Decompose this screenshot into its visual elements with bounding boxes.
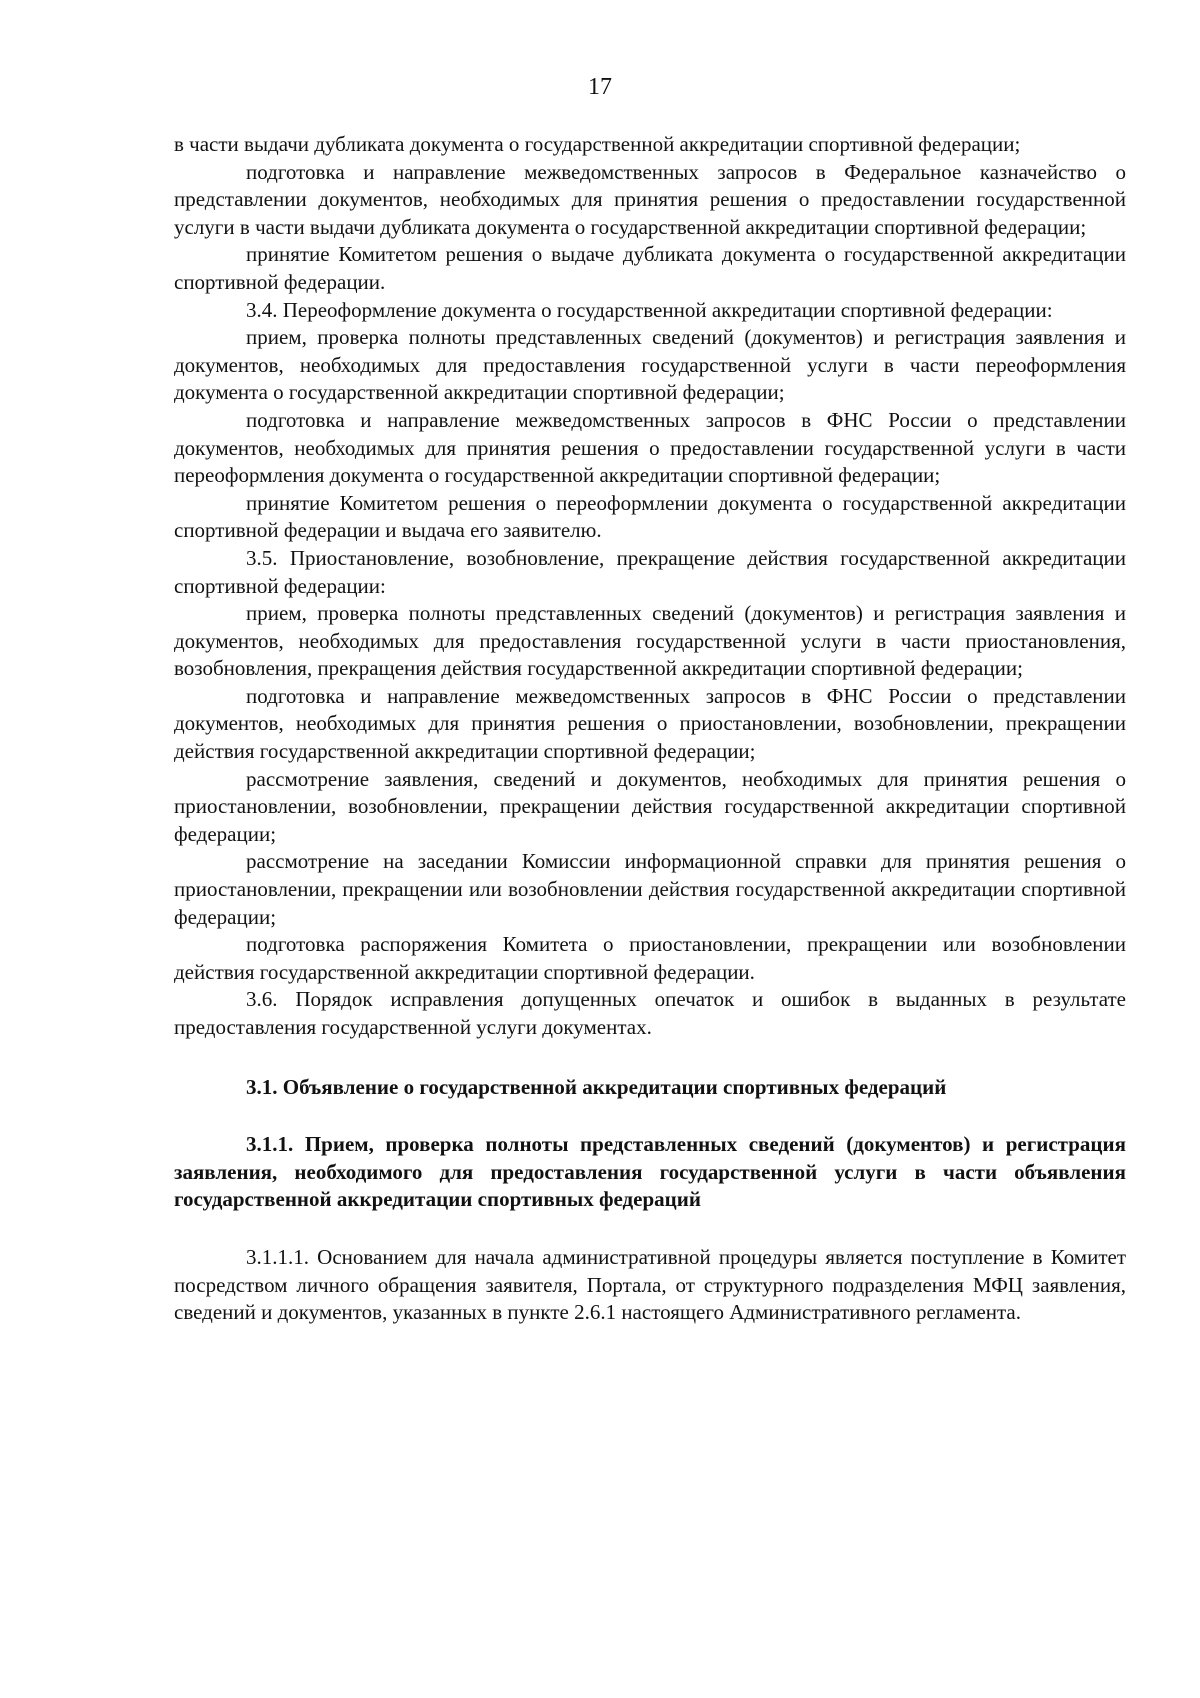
paragraph-duplicate-decision: принятие Комитетом решения о выдаче дубликата документа о государственной аккредитации спортивной федерации. <box>174 242 1126 294</box>
paragraph-3-6-corrections: 3.6. Порядок исправления допущенных опечаток и ошибок в выданных в результате предоставления государственной услуги документах. <box>174 987 1126 1039</box>
paragraph-suspension-intake: прием, проверка полноты представленных сведений (документов) и регистрация заявления и документов, необходимых для предоставления государственной услуги в части приостановления, возобновления, прекращения действия государственной аккредитации спортивной федерации; <box>174 601 1126 681</box>
page-number: 17 <box>588 74 612 100</box>
paragraph-duplicate-continuation: в части выдачи дубликата документа о государственной аккредитации спортивной федерации; <box>174 132 1021 156</box>
section-heading-3-1: 3.1. Объявление о государственной аккредитации спортивных федераций <box>246 1074 947 1099</box>
paragraph-suspension-fns-requests: подготовка и направление межведомственных запросов в ФНС России о представлении документов, необходимых для принятия решения о приостановлении, возобновлении, прекращении действия государственной аккредитации спортивной федерации; <box>174 683 1126 764</box>
paragraph-suspension-review: рассмотрение заявления, сведений и документов, необходимых для принятия решения о приостановлении, возобновлении, прекращении действия государственной аккредитации спортивной федерации; <box>174 766 1126 846</box>
paragraph-reissue-intake: прием, проверка полноты представленных сведений (документов) и регистрация заявления и документов, необходимых для предоставления государственной услуги в части переоформления документа о государственной аккредитации спортивной федерации; <box>174 325 1126 405</box>
paragraph-3-1-1-1: 3.1.1.1. Основанием для начала административной процедуры является поступление в Комитет посредством личного обращения заявителя, Портала, от структурного подразделения МФЦ заявления, сведений и документов, указанных в пункте 2.6.1 настоящего Административного регламента. <box>174 1244 1126 1325</box>
paragraph-3-4-reissue: 3.4. Переоформление документа о государственной аккредитации спортивной федерации: <box>246 297 1053 322</box>
paragraph-order-preparation: подготовка распоряжения Комитета о приостановлении, прекращении или возобновлении действия государственной аккредитации спортивной федерации. <box>174 932 1126 984</box>
document-body <box>174 131 1126 1327</box>
paragraph-3-5-suspension: 3.5. Приостановление, возобновление, прекращение действия государственной аккредитации спортивной федерации: <box>174 545 1126 598</box>
subsection-heading-3-1-1: 3.1.1. Прием, проверка полноты представленных сведений (документов) и регистрация заявления, необходимого для предоставления государственной услуги в части объявления государственной аккредитации спортивных федераций <box>174 1132 1126 1212</box>
paragraph-reissue-fns-requests: подготовка и направление межведомственных запросов в ФНС России о представлении документов, необходимых для принятия решения о предоставлении государственной услуги в части переоформления документа о государственной аккредитации спортивной федерации; <box>174 407 1126 488</box>
paragraph-reissue-decision: принятие Комитетом решения о переоформлении документа о государственной аккредитации спортивной федерации и выдача его заявителю. <box>174 490 1126 543</box>
paragraph-commission-review: рассмотрение на заседании Комиссии информационной справки для принятия решения о приостановлении, прекращении или возобновлении действия государственной аккредитации спортивной федерации; <box>174 849 1126 929</box>
paragraph-treasury-requests: подготовка и направление межведомственных запросов в Федеральное казначейство о представлении документов, необходимых для принятия решения о предоставлении государственной услуги в части выдачи дубликата документа о государственной аккредитации спортивной федерации; <box>174 159 1126 239</box>
